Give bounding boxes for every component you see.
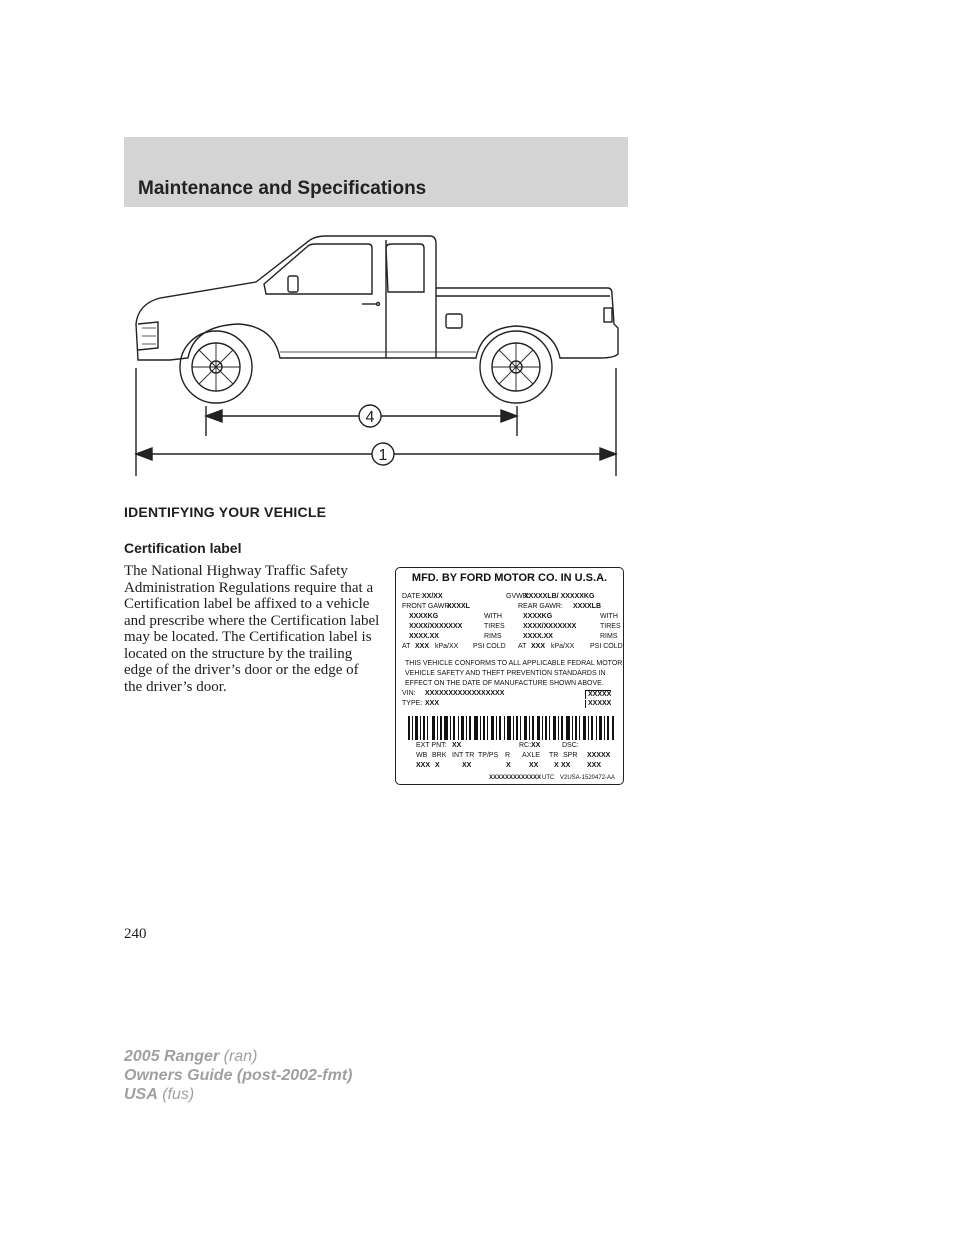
- footer-line-2: [124, 1066, 352, 1085]
- label-utc: UTC: [542, 775, 555, 781]
- subsection-heading: Certification label: [124, 540, 242, 556]
- label-rear-kg: XXXXKG: [523, 613, 553, 620]
- label-vin: VIN:: [402, 690, 416, 697]
- label-conform-line-2: VEHICLE SAFETY AND THEFT PREVENTION STANDARDS IN: [405, 670, 606, 677]
- label-rims-front: RIMS: [484, 633, 502, 640]
- label-spr-box: XXXXX: [587, 752, 611, 759]
- label-conform-line-1: THIS VEHICLE CONFORMS TO ALL APPLICABLE FEDRAL MOTOR: [405, 660, 623, 667]
- label-gvwr: GVWR:: [506, 593, 530, 600]
- truck-dimension-illustration: [130, 232, 622, 482]
- label-wb: WB: [416, 752, 428, 759]
- certification-label-illustration: [395, 567, 624, 785]
- label-kpa-front: kPa/XX: [435, 643, 459, 650]
- label-brk-value: X: [435, 762, 440, 769]
- label-tires-front: TIRES: [484, 623, 505, 630]
- label-type-value: XXX: [425, 700, 440, 707]
- label-rc: RC:: [519, 742, 532, 749]
- page-number: 240: [124, 926, 147, 942]
- label-spr-value: XXX: [587, 762, 602, 769]
- label-at-rear-value: XXX: [531, 643, 546, 650]
- label-axle-value: X: [554, 762, 559, 769]
- label-front-gawr: FRONT GAWR:: [402, 603, 452, 610]
- label-figure-code: V2USA-1520472-AA: [560, 775, 616, 781]
- label-tires-rear: TIRES: [600, 623, 621, 630]
- footer-line-3: [124, 1085, 352, 1104]
- label-title: MFD. BY FORD MOTOR CO. IN U.S.A.: [411, 572, 608, 584]
- label-rear-tire: XXXX/XXXXXXX: [523, 623, 577, 630]
- label-rear-rim: XXXX.XX: [523, 633, 553, 640]
- label-at-front-value: XXX: [415, 643, 430, 650]
- section-header-band: [124, 137, 628, 207]
- footer-line-1: [124, 1047, 352, 1066]
- label-front-gawr-value: XXXXL: [447, 603, 470, 610]
- label-int-tr-value: XX: [462, 762, 472, 769]
- label-rear-gawr-value: XXXXLB: [573, 603, 602, 610]
- label-date-value: XX/XX: [422, 593, 443, 600]
- footer-market-code: (fus): [157, 1086, 195, 1103]
- label-rims-rear: RIMS: [600, 633, 618, 640]
- label-serial: XXXXXXXXXXXXX: [489, 775, 542, 781]
- dimension-1-marker: 1: [378, 447, 388, 464]
- label-type-box: XXXXX: [585, 700, 611, 708]
- label-dsc: DSC:: [562, 742, 579, 749]
- document-footer: [124, 1047, 352, 1104]
- label-kpa-rear: kPa/XX: [551, 643, 575, 650]
- label-tp-value: X: [506, 762, 511, 769]
- footer-market: USA: [124, 1086, 158, 1103]
- label-front-tire: XXXX/XXXXXXX: [409, 623, 463, 630]
- label-r-value: XX: [529, 762, 539, 769]
- label-gvwr-value: XXXXXLB/ XXXXXKG: [524, 593, 595, 600]
- label-front-kg: XXXXKG: [409, 613, 439, 620]
- section-heading: IDENTIFYING YOUR VEHICLE: [124, 504, 327, 520]
- label-vin-value: XXXXXXXXXXXXXXXXX: [425, 690, 505, 697]
- label-tr: TR: [549, 752, 559, 759]
- label-int-tr: INT TR: [452, 752, 475, 759]
- label-vin-box: XXXXX: [585, 690, 611, 699]
- label-ext-pnt-value: XX: [452, 742, 462, 749]
- label-psi-rear: PSI COLD: [590, 643, 623, 650]
- label-type: TYPE:: [402, 700, 423, 707]
- footer-model: 2005 Ranger: [124, 1048, 220, 1065]
- label-wb-value: XXX: [416, 762, 431, 769]
- label-rear-gawr: REAR GAWR:: [518, 603, 563, 610]
- label-with-front: WITH: [484, 613, 502, 620]
- label-with-rear: WITH: [600, 613, 618, 620]
- label-conform-line-3: EFFECT ON THE DATE OF MANUFACTURE SHOWN ABOVE.: [405, 680, 604, 687]
- label-date: DATE:: [402, 593, 423, 600]
- label-rc-value: XX: [531, 742, 541, 749]
- label-axle: AXLE: [522, 752, 540, 759]
- label-barcode: [408, 716, 616, 740]
- label-tp-ps: TP/PS: [478, 752, 499, 759]
- label-front-rim: XXXX.XX: [409, 633, 439, 640]
- dimension-4-marker: 4: [365, 409, 375, 426]
- label-brk: BRK: [432, 752, 447, 759]
- label-at-rear: AT: [518, 643, 527, 650]
- label-psi-front: PSI COLD: [473, 643, 506, 650]
- label-at-front: AT: [402, 643, 411, 650]
- label-r: R: [505, 752, 511, 759]
- page-section-title: Maintenance and Specifications: [138, 178, 427, 199]
- body-paragraph: The National Highway Traffic Safety Administration Regulations require that a Certification label be affixed to a vehicle and prescribe where the Certification label may be located. The Certification label is located on the structure by the trailing edge of the driver’s door or the edge of the driver’s door.: [124, 563, 380, 695]
- footer-model-code: (ran): [219, 1048, 258, 1065]
- label-spr: SPR: [563, 752, 578, 759]
- footer-guide: Owners Guide (post-2002-fmt): [124, 1067, 353, 1084]
- label-tr-value: XX: [561, 762, 571, 769]
- label-ext-pnt: EXT PNT:: [416, 742, 447, 749]
